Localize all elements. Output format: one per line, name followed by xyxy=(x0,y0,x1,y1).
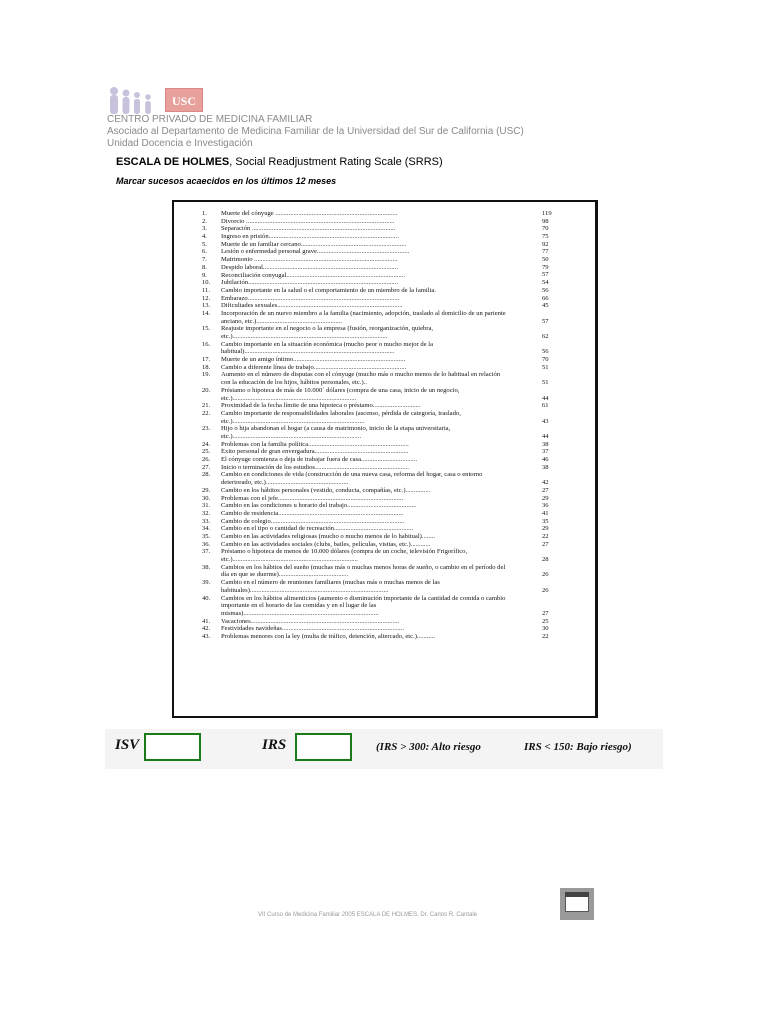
item-number: 30. xyxy=(202,494,211,502)
item-text: Cambio a diferente línea de trabajo........................................................ xyxy=(221,363,407,371)
list-item xyxy=(202,279,562,287)
item-number: 41. xyxy=(202,617,211,625)
item-value: 98 xyxy=(542,217,549,225)
list-item xyxy=(202,264,562,272)
item-text: Cambio importante en la situación económica (mucho peor o mucho mejor de la habitual)........................................................................................... xyxy=(221,340,434,356)
list-item xyxy=(202,448,562,456)
item-number: 4. xyxy=(202,233,207,241)
item-number: 33. xyxy=(202,517,211,525)
item-value: 27 xyxy=(542,540,549,548)
list-item xyxy=(202,548,562,563)
title-rest: , Social Readjustment Rating Scale (SRRS) xyxy=(229,156,443,168)
list-item xyxy=(202,210,562,218)
logo xyxy=(107,86,199,114)
item-text: Cambio en condiciones de vida (construcción de una nueva casa, reforma del hogar, casa o entorno deteriorado, etc.).................................................. xyxy=(221,471,483,487)
item-number: 18. xyxy=(202,363,211,371)
item-value: 36 xyxy=(542,502,549,510)
list-item xyxy=(202,287,562,295)
family-figures-icon xyxy=(107,86,157,114)
item-number: 23. xyxy=(202,425,211,433)
list-item xyxy=(202,487,562,495)
institution-unit: Unidad Docencia e Investigación xyxy=(107,138,253,149)
item-number: 26. xyxy=(202,456,211,464)
item-text: Muerte del cónyuge .......................................................................... xyxy=(221,210,398,217)
isv-label: ISV xyxy=(115,737,140,753)
item-number: 2. xyxy=(202,217,207,225)
footer-text: VII Curso de Medicina Familiar 2005 ESCALA DE HOLMES, Dr. Carlos R. Cantale xyxy=(258,912,478,918)
list-item xyxy=(202,248,562,256)
item-number: 27. xyxy=(202,463,211,471)
item-number: 3. xyxy=(202,225,207,233)
item-text: Proximidad de la fecha límite de una hipoteca o préstamo............................. xyxy=(221,402,421,410)
item-value: 26 xyxy=(542,571,549,579)
list-item xyxy=(202,618,562,626)
item-text: Problemas con el jefe............................................................................ xyxy=(221,494,404,502)
list-item xyxy=(202,625,562,633)
item-value: 79 xyxy=(542,263,549,271)
item-value: 29 xyxy=(542,494,549,502)
item-text: Cambio importante en la salud o el comportamiento de un miembro de la familia. xyxy=(221,286,436,294)
calendar-icon[interactable] xyxy=(560,888,594,920)
item-text: Cambio de colegio................................................................................. xyxy=(221,517,405,525)
item-number: 43. xyxy=(202,633,211,641)
item-number: 10. xyxy=(202,279,211,287)
item-value: 38 xyxy=(542,440,549,448)
item-value: 77 xyxy=(542,248,549,256)
item-value: 29 xyxy=(542,525,549,533)
list-item xyxy=(202,218,562,226)
item-text: Cambio en las actividades religiosas (mucho o mucho menos de lo habitual)........ xyxy=(221,533,436,540)
item-text: Incorporación de un nuevo miembro a la familia (nacimiento, adopción, traslado al domicilio de un pariente anciano, etc.).................................................... xyxy=(221,309,506,325)
item-value: 45 xyxy=(542,302,549,310)
item-value: 70 xyxy=(542,225,549,233)
item-value: 61 xyxy=(542,402,549,410)
list-item xyxy=(202,325,562,340)
item-text: Préstamo o hipoteca de más de 10.000´ dólares (compra de una casa, inicio de un negocio, etc.)........................................................................... xyxy=(221,386,460,402)
list-item xyxy=(202,579,562,594)
item-number: 5. xyxy=(202,240,207,248)
item-number: 32. xyxy=(202,509,211,517)
item-number: 14. xyxy=(202,309,211,317)
item-number: 25. xyxy=(202,448,211,456)
calendar-header-bar xyxy=(565,892,589,897)
item-text: Cambios en los hábitos del sueño (muchas más o muchas menos horas de sueño, o cambio en el período del día en que se duerme).......................................... xyxy=(221,563,506,579)
item-text: Cambio en el número de reuniones familiares (muchas más o muchas menos de las habituales).................................................................................... xyxy=(221,579,440,594)
usc-badge: USC xyxy=(165,88,203,112)
list-item xyxy=(202,402,562,410)
list-item xyxy=(202,295,562,303)
item-value: 51 xyxy=(542,363,549,371)
list-item xyxy=(202,564,562,579)
high-risk-note: (IRS > 300: Alto riesgo xyxy=(376,741,481,753)
item-value: 43 xyxy=(542,417,549,425)
item-value: 56 xyxy=(542,348,549,356)
list-item xyxy=(202,525,562,533)
institution-affiliation: Asociado al Departamento de Medicina Familiar de la Universidad del Sur de California (USC) xyxy=(107,126,524,137)
item-value: 75 xyxy=(542,233,549,241)
item-value: 25 xyxy=(542,617,549,625)
item-text: Cambios en los hábitos alimenticios (aumento o disminución importante de la cantidad de comida o cambio importante en el horario de las comidas y en el lugar de las mismas).................................................................................. xyxy=(221,594,506,617)
title-bold: ESCALA DE HOLMES xyxy=(116,156,230,168)
list-item xyxy=(202,464,562,472)
item-text: Cambio en las actividades sociales (clubs, bailes, películas, visitas, etc.)............ xyxy=(221,540,431,548)
item-text: Matrimonio ....................................................................................... xyxy=(221,256,398,264)
item-text: Muerte de un familiar cercano................................................................ xyxy=(221,240,407,248)
instructions: Marcar sucesos acaecidos en los últimos 12 meses xyxy=(116,176,337,186)
events-list xyxy=(202,210,562,641)
item-number: 39. xyxy=(202,579,211,587)
item-text: Lesión o enfermedad personal grave........................................................ xyxy=(221,248,410,256)
item-text: Divorcio .......................................................................................... xyxy=(221,217,395,225)
item-value: 70 xyxy=(542,356,549,364)
item-text: Inicio o terminación de los estudios......................................................... xyxy=(221,463,409,471)
list-item xyxy=(202,356,562,364)
item-number: 1. xyxy=(202,210,207,217)
item-value: 30 xyxy=(542,625,549,633)
item-number: 34. xyxy=(202,525,211,533)
item-text: Dificultades sexuales............................................................................ xyxy=(221,302,403,310)
item-value: 57 xyxy=(542,317,549,325)
item-text: Muerte de un amigo íntimo.................................................................... xyxy=(221,356,406,364)
list-item xyxy=(202,310,562,325)
item-text: Festividades navideñas.......................................................................... xyxy=(221,625,404,633)
low-risk-note: IRS < 150: Bajo riesgo) xyxy=(524,741,632,753)
item-value: 38 xyxy=(542,463,549,471)
isv-input-box[interactable] xyxy=(144,733,201,761)
item-number: 37. xyxy=(202,548,211,556)
list-item xyxy=(202,256,562,264)
item-number: 19. xyxy=(202,371,211,379)
irs-input-box[interactable] xyxy=(295,733,352,761)
item-number: 15. xyxy=(202,325,211,333)
item-value: 50 xyxy=(542,256,549,264)
item-value: 44 xyxy=(542,433,549,441)
list-item xyxy=(202,456,562,464)
item-text: Separación ....................................................................................... xyxy=(221,225,396,233)
list-item xyxy=(202,364,562,372)
item-value: 35 xyxy=(542,517,549,525)
item-text: Cambio importante de responsabilidades laborales (ascenso, pérdida de categoría, traslado, etc.)................................................................................ xyxy=(221,409,461,425)
item-value: 22 xyxy=(542,633,549,640)
page-title xyxy=(116,156,443,168)
item-value: 27 xyxy=(542,609,549,617)
item-text: Cambio en las condiciones u horario del trabajo.......................................... xyxy=(221,502,417,510)
list-item xyxy=(202,441,562,449)
item-text: Embarazo............................................................................................ xyxy=(221,294,400,302)
item-text: Préstamo o hipoteca de menos de 10.000 dólares (compra de un coche, televisión Frigorífico, etc.)............................................................................ xyxy=(221,548,468,564)
item-number: 40. xyxy=(202,594,211,602)
item-number: 12. xyxy=(202,294,211,302)
item-value: 27 xyxy=(542,486,549,494)
item-text: Vacaciones.......................................................................................... xyxy=(221,617,400,625)
item-text: Ingreso en prisión............................................................................... xyxy=(221,233,399,241)
item-text: Reajuste importante en el negocio o la empresa (fusión, reorganización, quiebra, etc.).............................................................................................. xyxy=(221,325,434,341)
irs-label: IRS xyxy=(262,737,287,753)
scale-table xyxy=(172,200,598,718)
list-item xyxy=(202,633,562,641)
item-text: Problemas menores con la ley (multa de tráfico, detención, altercado, etc.)........... xyxy=(221,633,436,641)
list-item xyxy=(202,272,562,280)
item-value: 41 xyxy=(542,509,549,517)
item-number: 8. xyxy=(202,263,207,271)
list-item xyxy=(202,495,562,503)
item-number: 13. xyxy=(202,302,211,310)
item-text: Reconciliación conyugal........................................................................ xyxy=(221,271,406,279)
item-value: 119 xyxy=(542,209,552,217)
list-item xyxy=(202,341,562,356)
list-item xyxy=(202,387,562,402)
item-number: 9. xyxy=(202,271,207,279)
item-number: 6. xyxy=(202,248,207,256)
list-item xyxy=(202,425,562,440)
list-item xyxy=(202,533,562,541)
item-text: Jubilación........................................................................................... xyxy=(221,279,399,287)
item-text: Cambio en el tipo o cantidad de recreación................................................ xyxy=(221,525,414,533)
item-value: 28 xyxy=(542,556,549,564)
list-item xyxy=(202,471,562,486)
list-item xyxy=(202,410,562,425)
item-value: 26 xyxy=(542,586,549,594)
list-item xyxy=(202,241,562,249)
item-value: 46 xyxy=(542,456,549,464)
item-value: 66 xyxy=(542,294,549,302)
item-value: 62 xyxy=(542,333,549,341)
item-value: 51 xyxy=(542,379,549,387)
item-value: 57 xyxy=(542,271,549,279)
item-text: Aumento en el número de disputas con el cónyuge (mucho más o mucho menos de lo habitual en relación con la educación de los hijos, hábitos personales, etc.).. xyxy=(221,371,501,387)
score-band xyxy=(105,729,663,769)
item-value: 92 xyxy=(542,240,549,248)
item-number: 21. xyxy=(202,402,211,410)
list-item xyxy=(202,518,562,526)
item-text: Problemas con la familia política............................................................. xyxy=(221,440,409,448)
list-item xyxy=(202,502,562,510)
item-number: 31. xyxy=(202,502,211,510)
item-value: 37 xyxy=(542,448,549,456)
item-text: Hijo o hija abandonan el hogar (a causa de matrimonio, inicio de la etapa universitaria, etc.).............................................................................. xyxy=(221,425,451,441)
item-number: 28. xyxy=(202,471,211,479)
item-text: Cambio en los hábitos personales (vestido, conducta, compañías, etc.)............... xyxy=(221,486,431,494)
item-number: 42. xyxy=(202,625,211,633)
item-text: Despido laboral.................................................................................. xyxy=(221,263,399,271)
item-number: 20. xyxy=(202,386,211,394)
item-number: 11. xyxy=(202,286,210,294)
institution-name: CENTRO PRIVADO DE MEDICINA FAMILIAR xyxy=(107,114,313,125)
item-value: 56 xyxy=(542,286,549,294)
item-number: 29. xyxy=(202,486,211,494)
list-item xyxy=(202,371,562,386)
item-value: 54 xyxy=(542,279,549,287)
item-number: 17. xyxy=(202,356,211,364)
item-value: 44 xyxy=(542,394,549,402)
item-text: Cambio de residencia............................................................................ xyxy=(221,509,404,517)
list-item xyxy=(202,510,562,518)
item-text: El cónyuge comienza o deja de trabajar fuera de casa.................................. xyxy=(221,456,418,464)
item-value: 22 xyxy=(542,532,549,540)
list-item xyxy=(202,541,562,549)
item-number: 36. xyxy=(202,540,211,548)
item-number: 24. xyxy=(202,440,211,448)
item-number: 35. xyxy=(202,533,211,540)
item-number: 16. xyxy=(202,340,211,348)
list-item xyxy=(202,233,562,241)
item-text: Éxito personal de gran envergadura......................................................... xyxy=(221,448,409,456)
list-item xyxy=(202,595,562,618)
list-item xyxy=(202,225,562,233)
item-number: 38. xyxy=(202,563,211,571)
item-number: 7. xyxy=(202,256,207,264)
list-item xyxy=(202,302,562,310)
item-value: 42 xyxy=(542,479,549,487)
item-number: 22. xyxy=(202,409,211,417)
